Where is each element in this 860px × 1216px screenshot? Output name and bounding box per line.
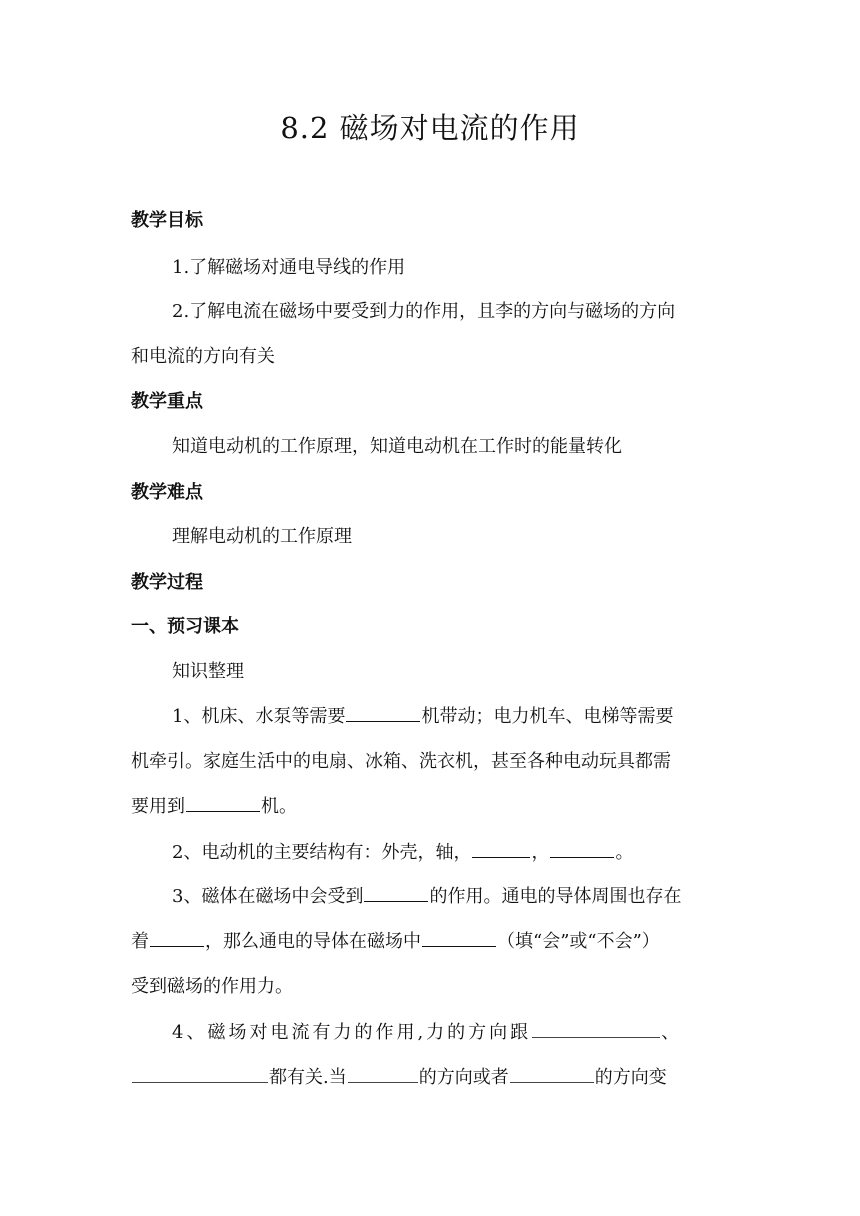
question-1-line-3 bbox=[131, 792, 297, 818]
key-points-heading: 教学重点 bbox=[131, 391, 203, 412]
q2-blank-1[interactable] bbox=[472, 839, 530, 858]
question-2 bbox=[172, 838, 633, 864]
q1-blank-2[interactable] bbox=[186, 793, 260, 812]
goal-1: 1.了解磁场对通电导线的作用 bbox=[172, 257, 406, 278]
q2-text-a: 2、电动机的主要结构有：外壳，轴， bbox=[172, 842, 472, 863]
q4-text-c: 都有关.当 bbox=[269, 1067, 347, 1088]
question-3-line-3: 受到磁场的作用力。 bbox=[131, 976, 293, 997]
page-title: 8.2 磁场对电流的作用 bbox=[280, 111, 580, 145]
q1-text-e: 机。 bbox=[261, 796, 297, 817]
q3-text-e: （填“会”或“不会”） bbox=[497, 931, 660, 952]
q1-text-d: 要用到 bbox=[131, 796, 185, 817]
q4-text-e: 的方向变 bbox=[594, 1067, 667, 1088]
question-1-line-2: 机牵引。家庭生活中的电扇、冰箱、洗衣机，甚至各种电动玩具都需 bbox=[131, 751, 671, 772]
q4-text-d: 的方向或者 bbox=[418, 1067, 509, 1088]
q4-blank-2[interactable] bbox=[132, 1064, 268, 1083]
q4-blank-1[interactable] bbox=[532, 1019, 660, 1038]
q4-text-b: 、 bbox=[661, 1022, 683, 1043]
part-1-heading: 一、预习课本 bbox=[131, 616, 239, 637]
q4-blank-3[interactable] bbox=[348, 1064, 418, 1083]
q3-text-d: ，那么通电的导体在磁场中 bbox=[205, 931, 421, 952]
q3-blank-2[interactable] bbox=[150, 928, 204, 947]
q3-text-b: 的作用。通电的导体周围也存在 bbox=[429, 886, 682, 907]
q2-blank-2[interactable] bbox=[550, 839, 614, 858]
key-points-text: 知道电动机的工作原理，知道电动机在工作时的能量转化 bbox=[172, 436, 622, 457]
goals-heading: 教学目标 bbox=[131, 210, 203, 231]
goal-2-line-2: 和电流的方向有关 bbox=[131, 346, 275, 367]
q2-text-c: 。 bbox=[615, 842, 634, 863]
question-3-line-2 bbox=[131, 927, 660, 953]
q3-blank-1[interactable] bbox=[364, 883, 428, 902]
question-4-line-2 bbox=[131, 1063, 667, 1089]
question-3-line-1 bbox=[172, 882, 681, 908]
difficulty-text: 理解电动机的工作原理 bbox=[172, 526, 352, 547]
q3-text-c: 着 bbox=[131, 931, 149, 952]
goal-2-line-1: 2.了解电流在磁场中要受到力的作用，且李的方向与磁场的方向 bbox=[172, 301, 676, 322]
q4-blank-4[interactable] bbox=[510, 1064, 594, 1083]
q3-text-a: 3、磁体在磁场中会受到 bbox=[172, 886, 364, 907]
q1-text-b: 机带动；电力机车、电梯等需要 bbox=[421, 706, 674, 727]
q4-text-a: 4、磁场对电流有力的作用,力的方向跟 bbox=[172, 1022, 532, 1043]
q1-text-a: 1、机床、水泵等需要 bbox=[172, 706, 346, 727]
process-heading: 教学过程 bbox=[131, 572, 203, 593]
knowledge-label: 知识整理 bbox=[172, 661, 244, 682]
q1-blank-1[interactable] bbox=[346, 703, 420, 722]
question-4-line-1 bbox=[172, 1018, 682, 1044]
q3-blank-3[interactable] bbox=[422, 928, 496, 947]
difficulty-heading: 教学难点 bbox=[131, 482, 203, 503]
q2-text-b: ， bbox=[531, 842, 550, 863]
question-1-line-1 bbox=[172, 702, 673, 728]
